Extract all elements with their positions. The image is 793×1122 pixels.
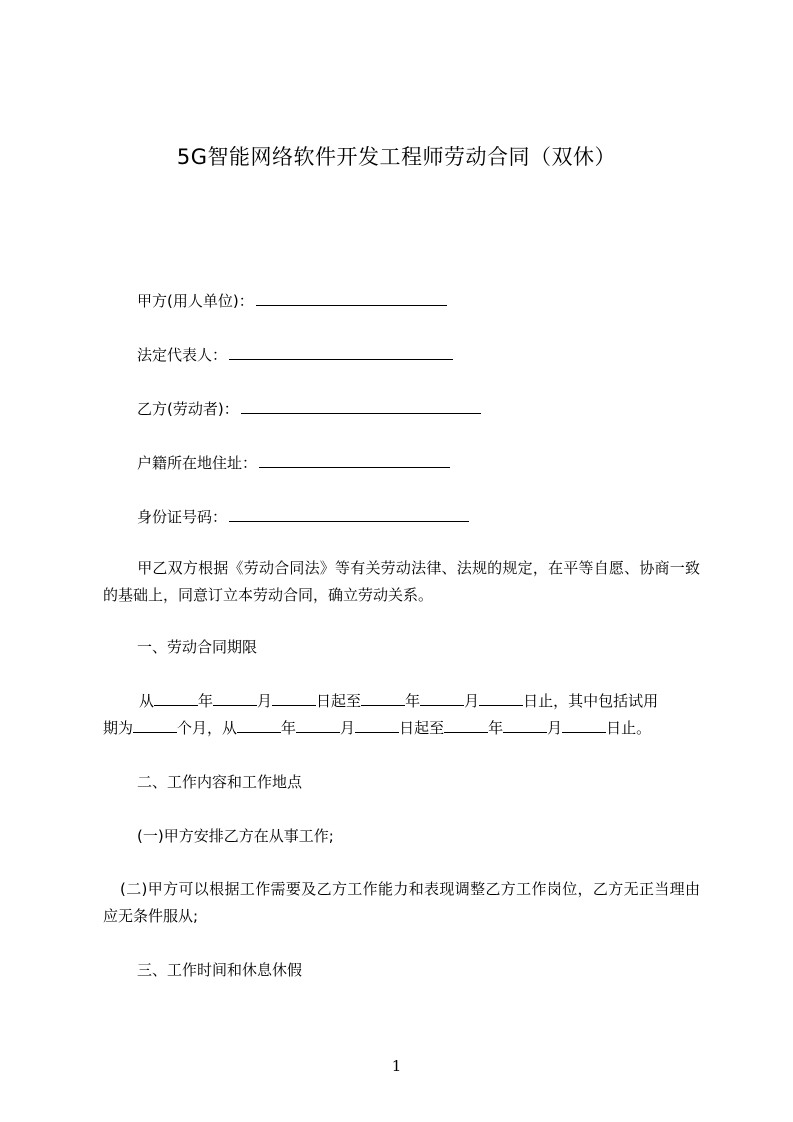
field-household-address	[137, 453, 450, 473]
term-line-2	[103, 718, 651, 738]
term-text: 年	[281, 719, 297, 737]
term-text: 从	[139, 692, 155, 710]
blank	[420, 691, 464, 706]
blank-party-b	[241, 399, 481, 414]
field-label-party-a: 甲方(用人单位)：	[137, 292, 254, 310]
blank	[503, 718, 547, 733]
field-party-a	[137, 291, 447, 311]
term-text: 月	[547, 719, 563, 737]
field-label-id-number: 身份证号码：	[137, 508, 228, 526]
field-legal-rep	[137, 345, 453, 365]
field-label-household-address: 户籍所在地住址：	[137, 454, 258, 472]
field-party-b	[137, 399, 481, 419]
field-label-legal-rep: 法定代表人：	[137, 346, 228, 364]
blank	[479, 691, 523, 706]
section-2-item-2-text: (二)甲方可以根据工作需要及乙方工作能力和表现调整乙方工作岗位，乙方无正当理由应无条件服从;	[103, 880, 700, 925]
blank	[154, 691, 198, 706]
blank	[213, 691, 257, 706]
page-number: 1	[391, 1057, 402, 1075]
term-line-1	[139, 691, 658, 711]
section-2-item-2	[103, 876, 700, 930]
term-text: 月	[257, 692, 273, 710]
term-text: 年	[488, 719, 504, 737]
blank-household-address	[259, 453, 450, 468]
blank-party-a	[256, 291, 447, 306]
blank	[562, 718, 606, 733]
section-3-heading: 三、工作时间和休息休假	[137, 961, 303, 979]
field-id-number	[137, 507, 469, 527]
field-label-party-b: 乙方(劳动者)：	[137, 400, 239, 418]
section-1-heading: 一、劳动合同期限	[137, 638, 258, 656]
term-text: 日止。	[606, 719, 652, 737]
blank	[272, 691, 316, 706]
term-text: 日起至	[316, 692, 362, 710]
term-text: 月	[464, 692, 480, 710]
section-2-heading: 二、工作内容和工作地点	[137, 773, 303, 791]
term-text: 期为	[103, 719, 134, 737]
blank	[444, 718, 488, 733]
term-text: 日止，其中包括试用	[523, 692, 659, 710]
blank	[355, 718, 399, 733]
blank-legal-rep	[229, 345, 453, 360]
term-text: 日起至	[399, 719, 445, 737]
section-2-item-1: (一)甲方安排乙方在从事工作;	[137, 827, 334, 845]
blank	[361, 691, 405, 706]
intro-text: 甲乙双方根据《劳动合同法》等有关劳动法律、法规的规定，在平等自愿、协商一致的基础上，同意订立本劳动合同，确立劳动关系。	[103, 559, 700, 604]
blank-id-number	[229, 507, 469, 522]
intro-paragraph	[103, 555, 700, 609]
term-text: 月	[340, 719, 356, 737]
term-text: 个月，从	[177, 719, 238, 737]
term-text: 年	[198, 692, 214, 710]
document-title: 5G智能网络软件开发工程师劳动合同（双休）	[176, 145, 617, 169]
term-text: 年	[405, 692, 421, 710]
blank	[296, 718, 340, 733]
blank	[237, 718, 281, 733]
blank	[133, 718, 177, 733]
